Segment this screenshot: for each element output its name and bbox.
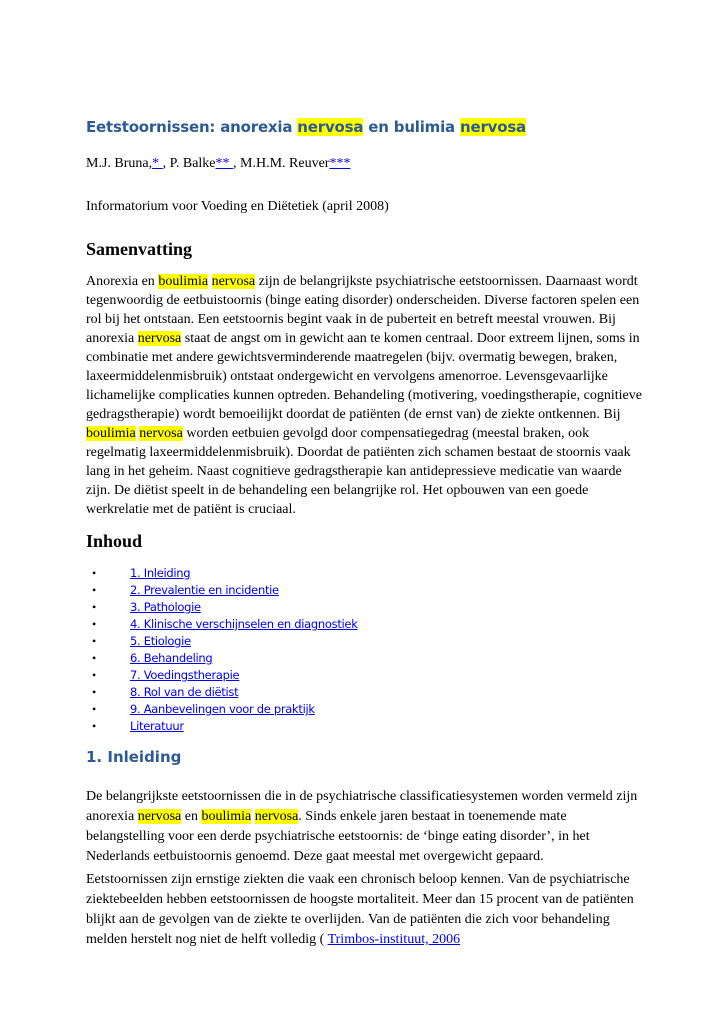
bullet: • — [92, 685, 97, 699]
intro-text: en — [181, 809, 202, 824]
summary-text: staat de angst om in gewicht aan te komen centraal. Door extreem lijnen, soms in combinatie met andere gewichtsverminderende maatregelen (bijv. overmatig bewegen, braken, laxeermiddelenmisbruik) ontstaat ondergewicht en vervolgens amenorroe. Levensgevaarlijke lichamelijke complicaties kunnen optreden. Behandeling (motivering, voedingstherapie, cognitieve gedragstherapie) wordt bemoeilijkt doordat de patiënten (de ernst van) de ziekte ontkennen. Bij — [86, 331, 642, 422]
intro-text: De belangrijkste eetstoornissen die in de psychiatrische classificatiesystemen worden vermeld zijn anorexia — [86, 789, 638, 824]
bullet: • — [92, 719, 97, 733]
highlight: nervosa — [139, 426, 183, 441]
title-highlight: nervosa — [297, 118, 364, 136]
highlight: nervosa — [254, 809, 299, 824]
highlight: boulimia — [86, 426, 136, 441]
intro-heading: 1. Inleiding — [86, 748, 182, 766]
toc-link-klinische-verschijnselen[interactable]: 4. Klinische verschijnselen en diagnostiek — [130, 617, 358, 631]
source-line: Informatorium voor Voeding en Diëtetiek (april 2008) — [86, 199, 389, 214]
toc-item — [86, 582, 358, 599]
toc-item — [86, 650, 358, 667]
highlight: boulimia — [158, 274, 209, 289]
reference-link[interactable]: Trimbos-instituut, 2006 — [327, 932, 461, 947]
toc-link-etiologie[interactable]: 5. Etiologie — [130, 634, 191, 648]
author-footnote-link[interactable]: *** — [329, 156, 351, 171]
toc-item — [86, 565, 358, 582]
bullet: • — [92, 583, 97, 597]
intro-text: . Sinds enkele jaren bestaat in toenemende mate belangstelling voor een derde psychiatrische eetstoornis: de ‘binge eating disorder’, in het Nederlands eetbuistoornis genoemd. Deze gaat meestal met overgewicht gepaard. — [86, 809, 590, 864]
summary-text: Anorexia en — [86, 274, 159, 289]
summary-text: zijn de belangrijkste psychiatrische eetstoornissen. Daarnaast wordt tegenwoordig de eetbuistoornis (binge eating disorder) onderscheiden. Diverse factoren spelen een rol bij het ontstaan. Een eetstoornis begint vaak in de puberteit en betreft meestal vrouwen. Bij anorexia — [86, 274, 640, 346]
toc-item — [86, 684, 358, 701]
summary-text: worden eetbuien gevolgd door compensatiegedrag (meestal braken, ook regelmatig laxeermiddelenmisbruik). Doordat de patiënten zich schamen bestaat de stoornis vaak lang in het geheim. Naast cognitieve gedragstherapie kan antidepressieve medicatie van waarde zijn. De diëtist speelt in de behandeling een belangrijke rol. Het opbouwen van een goede werkrelatie met de patiënt is cruciaal. — [86, 426, 631, 517]
author-footnote-link[interactable]: ** — [215, 156, 234, 171]
table-of-contents — [86, 565, 358, 735]
intro-paragraph-1 — [86, 787, 646, 867]
bullet: • — [92, 702, 97, 716]
bullet: • — [92, 634, 97, 648]
author-footnote-link[interactable]: * — [152, 156, 163, 171]
summary-paragraph — [86, 272, 646, 519]
toc-link-behandeling[interactable]: 6. Behandeling — [130, 651, 213, 665]
toc-item — [86, 667, 358, 684]
intro-text: Eetstoornissen zijn ernstige ziekten die vaak een chronisch beloop kennen. Van de psychiatrische ziektebeelden hebben eetstoornissen de hoogste mortaliteit. Meer dan 15 procent van de patiënten blijkt aan de gevolgen van de ziekte te overlijden. Van de patiënten die zich voor behandeling melden herstelt nog niet de helft volledig ( — [86, 872, 634, 947]
toc-link-voedingstherapie[interactable]: 7. Voedingstherapie — [130, 668, 240, 682]
highlight: nervosa — [137, 331, 182, 346]
toc-link-rol-dietist[interactable]: 8. Rol van de diëtist — [130, 685, 239, 699]
document-title — [86, 118, 526, 136]
highlight: nervosa — [137, 809, 182, 824]
title-text: en bulimia — [363, 118, 460, 136]
toc-link-prevalentie[interactable]: 2. Prevalentie en incidentie — [130, 583, 279, 597]
bullet: • — [92, 651, 97, 665]
toc-link-inleiding[interactable]: 1. Inleiding — [130, 566, 191, 580]
toc-item — [86, 633, 358, 650]
bullet: • — [92, 668, 97, 682]
authors-line — [86, 156, 350, 172]
highlight: boulimia — [201, 809, 252, 824]
toc-item — [86, 701, 358, 718]
toc-item — [86, 718, 358, 735]
toc-link-pathologie[interactable]: 3. Pathologie — [130, 600, 201, 614]
summary-heading: Samenvatting — [86, 239, 193, 259]
toc-item — [86, 616, 358, 633]
author-name: , M.H.M. Reuver — [233, 156, 330, 171]
bullet: • — [92, 617, 97, 631]
title-text: Eetstoornissen: anorexia — [86, 118, 298, 136]
bullet: • — [92, 566, 97, 580]
author-name: M.J. Bruna, — [86, 156, 153, 171]
toc-link-literatuur[interactable]: Literatuur — [130, 719, 184, 733]
contents-heading: Inhoud — [86, 531, 143, 551]
toc-link-aanbevelingen[interactable]: 9. Aanbevelingen voor de praktijk — [130, 702, 315, 716]
toc-item — [86, 599, 358, 616]
intro-paragraph-2 — [86, 870, 646, 950]
highlight: nervosa — [211, 274, 256, 289]
title-highlight: nervosa — [460, 118, 526, 136]
bullet: • — [92, 600, 97, 614]
author-name: , P. Balke — [162, 156, 216, 171]
